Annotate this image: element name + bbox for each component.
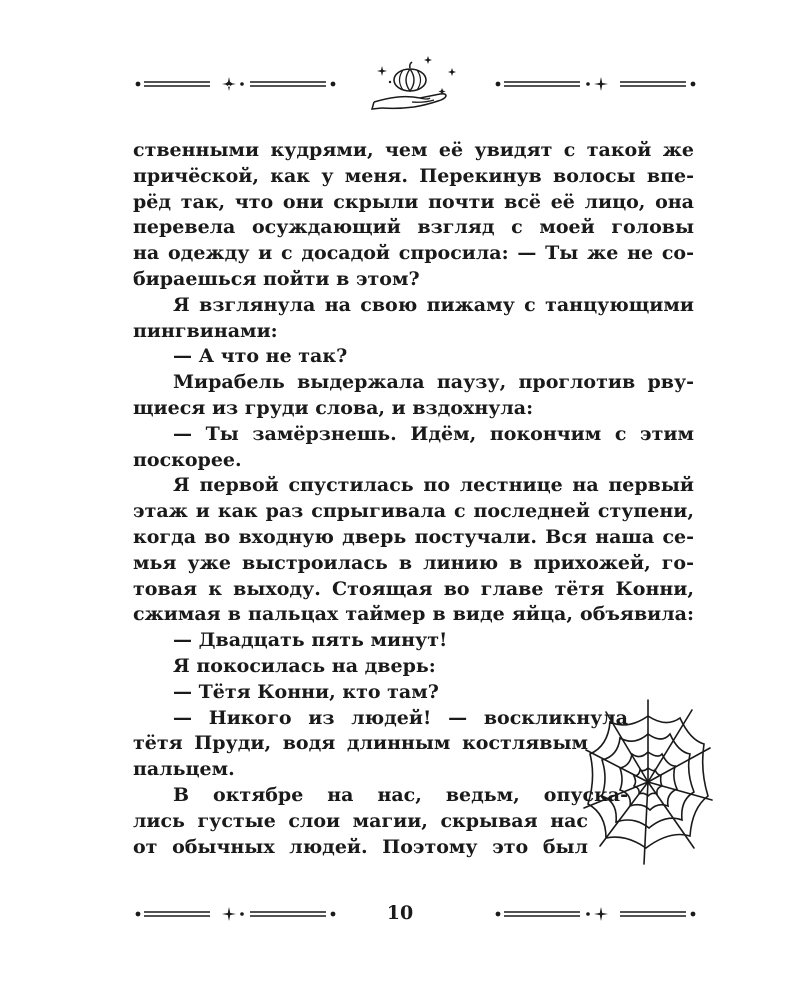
- text-line: В октябре на нас, ведьм, опуска-: [173, 783, 628, 806]
- right-flourish-icon: [490, 74, 700, 94]
- text-line: рёд так, что они скрыли почти всё её лицо, она: [133, 190, 694, 213]
- text-line: этаж и как раз спрыгивала с последней ступени,: [133, 500, 694, 523]
- text-line: от обычных людей. Поэтому это был: [133, 835, 588, 858]
- text-line: тётя Пруди, водя длинным костлявым: [133, 732, 588, 755]
- pumpkin-hand-icon: [368, 52, 458, 120]
- text-line: — Тётя Конни, кто там?: [173, 680, 439, 703]
- text-line: ственными кудрями, чем её увидят с такой же: [133, 139, 694, 161]
- spider-web-icon: [582, 696, 714, 868]
- text-line: Я первой спустилась по лестнице на первый: [173, 474, 694, 497]
- text-line: Я покосилась на дверь:: [173, 654, 436, 677]
- footer-right-flourish-icon: [490, 904, 700, 924]
- page-number: 10: [386, 902, 414, 924]
- text-line: мья уже выстроилась в линию в прихожей, го-: [133, 551, 694, 574]
- text-line: — Двадцать пять минут!: [173, 629, 448, 652]
- text-line: причёской, как у меня. Перекинув волосы впе-: [133, 164, 694, 187]
- text-line: лись густые слои магии, скрывая нас: [133, 809, 588, 832]
- text-line: — Никого из людей! — воскликнула: [173, 706, 628, 729]
- header-ornament: [0, 52, 800, 122]
- text-line: пальцем.: [133, 758, 235, 781]
- text-line: пингвинами:: [133, 319, 278, 342]
- text-line: поскорее.: [133, 448, 242, 471]
- text-line: щиеся из груди слова, и вздохнула:: [133, 396, 534, 419]
- left-flourish-icon: [130, 74, 340, 94]
- text-line: — Ты замёрзнешь. Идём, покончим с этим: [173, 422, 694, 445]
- text-line: на одежду и с досадой спросила: — Ты же не со-: [133, 242, 694, 265]
- text-line: товая к выходу. Стоящая во главе тётя Конни,: [133, 577, 694, 600]
- text-line: перевела осуждающий взгляд с моей головы: [133, 216, 694, 239]
- footer-left-flourish-icon: [130, 904, 340, 924]
- text-line: — А что не так?: [173, 345, 348, 368]
- text-line: бираешься пойти в этом?: [133, 267, 420, 290]
- text-line: Мирабель выдержала паузу, проглотив рву-: [173, 371, 694, 394]
- text-line: когда во входную дверь постучали. Вся наша се-: [133, 525, 694, 548]
- text-line: сжимая в пальцах таймер в виде яйца, объявила:: [133, 603, 694, 626]
- text-line: Я взглянула на свою пижаму с танцующими: [173, 293, 694, 316]
